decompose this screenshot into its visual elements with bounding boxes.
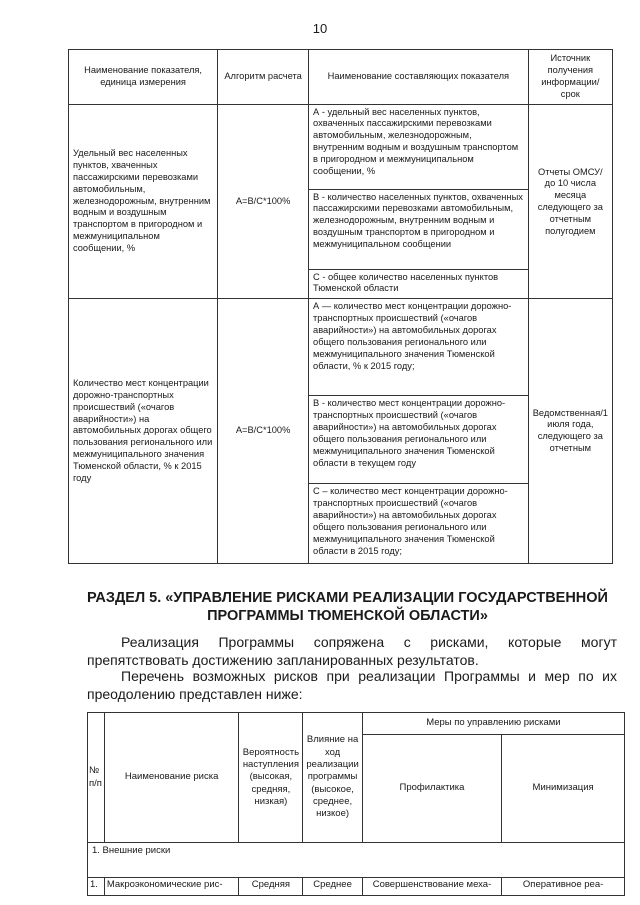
indicator-name: Удельный вес населенных пунктов, хваченных пассажирскими перевозками автомобильным, железнодорожным, внутренним водным и воздушным транспортом в пригородном и межмуниципальном сообщении, %	[69, 104, 218, 299]
header-source: Источник получения информации/срок	[528, 50, 612, 105]
header-minimization: Минимизация	[502, 735, 625, 843]
risk-minimization: Оперативное реа-	[502, 878, 625, 896]
indicator-source: Ведомственная/1 июля года, следующего за отчетным	[528, 299, 612, 564]
indicators-table	[68, 49, 613, 564]
header-prevention: Профилактика	[362, 735, 501, 843]
header-components: Наименование составляющих показателя	[309, 50, 529, 105]
risk-group-label: 1. Внешние риски	[88, 843, 625, 878]
section-title: РАЗДЕЛ 5. «УПРАВЛЕНИЕ РИСКАМИ РЕАЛИЗАЦИИ ГОСУДАРСТВЕННОЙ ПРОГРАММЫ ТЮМЕНСКОЙ ОБЛАСТИ»	[87, 590, 608, 625]
paragraph: Реализация Программы сопряжена с рисками, которые могут препятствовать достижению запланированных результатов.	[87, 634, 617, 668]
header-risk: Наименование риска	[104, 713, 239, 843]
risk-prevention: Совершенствование меха-	[362, 878, 501, 896]
component-b: В - количество мест концентрации дорожно-транспортных происшествий («очагов аварийности») на автомобильных дорогах общего пользования регионального или межмуниципального значения Тюменской области в текущем году	[309, 396, 529, 484]
risk-name: Макроэкономические рис-	[104, 878, 239, 896]
paragraph: Перечень возможных рисков при реализации Программы и мер по их преодолению представлен ниже:	[87, 668, 617, 702]
risk-num: 1.	[88, 878, 105, 896]
header-num: № п/п	[88, 713, 105, 843]
risk-probability: Средняя	[239, 878, 303, 896]
component-c: С - общее количество населенных пунктов Тюменской области	[309, 269, 529, 299]
indicator-algorithm: A=B/C*100%	[218, 104, 309, 299]
component-c: С – количество мест концентрации дорожно-транспортных происшествий («очагов аварийности») на автомобильных дорогах общего пользования регионального или межмуниципального значения Тюменской области в 2015 году;	[309, 484, 529, 564]
header-name: Наименование показателя, единица измерения	[69, 50, 218, 105]
header-probability: Вероятность наступления (высокая, средняя, низкая)	[239, 713, 303, 843]
indicator-name: Количество мест концентрации дорожно-транспортных происшествий («очагов аварийности») на автомобильных дорогах общего пользования регионального или межмуниципального значения Тюменской области, % к 2015 году	[69, 299, 218, 564]
table-row	[88, 878, 625, 896]
indicator-algorithm: A=B/C*100%	[218, 299, 309, 564]
component-b: В - количество населенных пунктов, охваченных пассажирскими перевозками автомобильным, железнодорожным, внутренним водным и воздушным транспортом в пригородном и межмуниципальном сообщении	[309, 189, 529, 269]
component-a: А — количество мест концентрации дорожно-транспортных происшествий («очагов аварийности») на автомобильных дорогах общего пользования регионального или межмуниципального значения Тюменской области, % к 2015 году;	[309, 299, 529, 396]
risks-table	[87, 712, 625, 896]
component-a: А - удельный вес населенных пунктов, охваченных пассажирскими перевозками автомобильным, железнодорожным, внутренним водным и воздушным транспортом в пригородном и межмуниципальном сообщении, %	[309, 104, 529, 189]
header-measures: Меры по управлению рисками	[362, 713, 624, 735]
header-impact: Влияние на ход реализации программы (высокое, среднее, низкое)	[303, 713, 362, 843]
page-number: 10	[312, 21, 328, 36]
indicator-source: Отчеты ОМСУ/ до 10 числа месяца следующего за отчетным полугодием	[528, 104, 612, 299]
header-algorithm: Алгоритм расчета	[218, 50, 309, 105]
risk-impact: Среднее	[303, 878, 362, 896]
